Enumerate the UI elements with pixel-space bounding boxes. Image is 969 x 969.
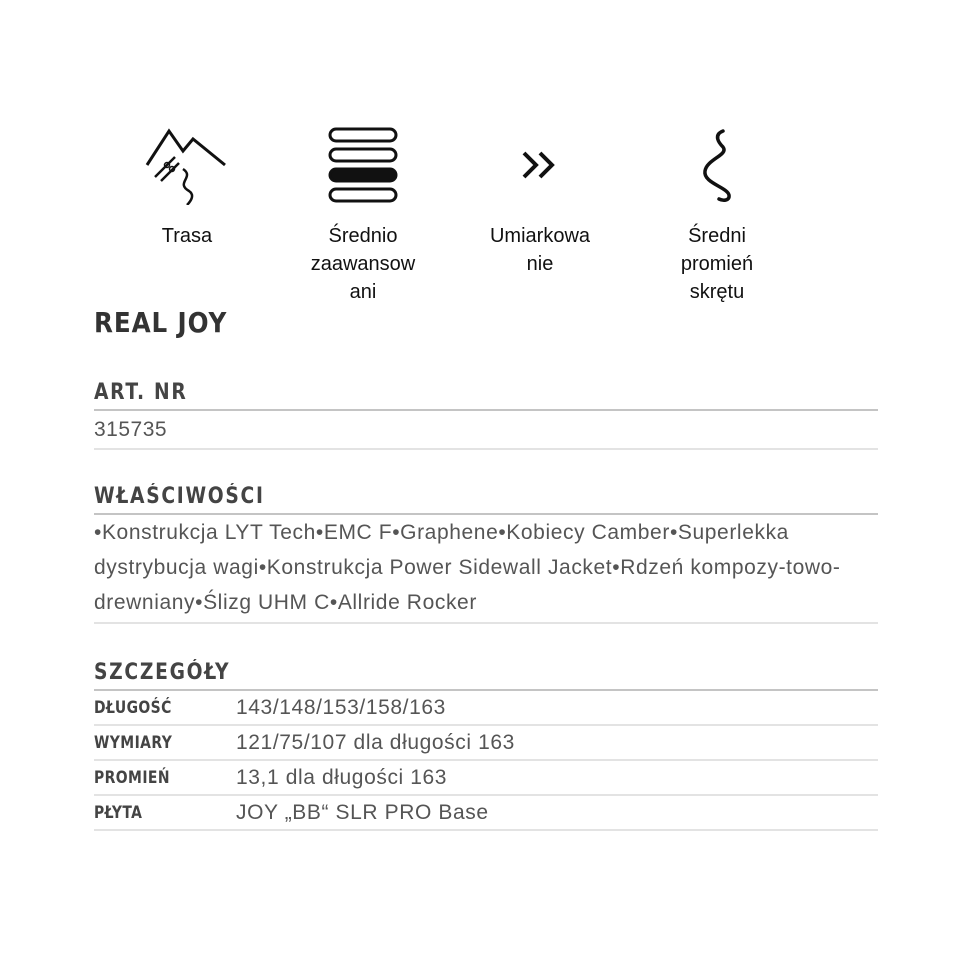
art-number-section [94, 380, 878, 450]
feature-item: Rdzeń kompozy-towo-drewniany [94, 556, 841, 614]
spec-row-plate [94, 796, 878, 831]
speed-feature [465, 120, 615, 278]
spec-row-dimensions [94, 726, 878, 761]
feature-item: EMC F [323, 521, 393, 544]
spec-value: JOY „BB“ SLR PRO Base [236, 800, 489, 824]
features-section [94, 484, 878, 624]
spec-value: 121/75/107 dla długości 163 [236, 730, 515, 754]
level-feature [288, 120, 438, 306]
radius-feature [642, 120, 792, 306]
spec-value: 143/148/153/158/163 [236, 695, 446, 719]
spec-label: PROMIEŃ [94, 767, 170, 788]
feature-item: Ślizg UHM C [203, 591, 330, 614]
feature-icons-row [0, 120, 969, 320]
icon-label: Średni promień skrętu [680, 225, 754, 303]
ski-level-icon [327, 125, 399, 205]
art-number-value: 315735 [94, 411, 878, 450]
feature-item: Konstrukcja Power Sidewall Jacket [266, 556, 613, 579]
icon-label: Umiarkowa nie [489, 225, 591, 275]
feature-item: Superlekka dystrybucja wagi [94, 521, 789, 579]
features-list: •Konstrukcja LYT Tech•EMC F•Graphene•Kobiecy Camber•Superlekka dystrybucja wagi•Konstrukcja Power Sidewall Jacket•Rdzeń kompozy-towo-drewniany•Ślizg UHM C•Allride Rocker [94, 515, 878, 624]
spec-label: PŁYTA [94, 802, 143, 823]
feature-item: Graphene [400, 521, 499, 544]
s-curve-icon [693, 127, 741, 203]
spec-row-length [94, 691, 878, 726]
icon-label: Trasa [161, 225, 213, 247]
section-title: ART. NR [94, 380, 878, 411]
spec-label: DŁUGOŚĆ [94, 697, 172, 718]
spec-value: 13,1 dla długości 163 [236, 765, 448, 789]
product-name: REAL JOY [94, 306, 228, 339]
feature-item: Konstrukcja LYT Tech [101, 521, 316, 544]
icon-label: Średnio zaawansow ani [310, 225, 416, 303]
spec-label: WYMIARY [94, 732, 173, 753]
double-chevron-icon [520, 147, 560, 183]
spec-row-radius [94, 761, 878, 796]
mountain-ski-icon [145, 125, 229, 205]
feature-item: Kobiecy Camber [506, 521, 670, 544]
terrain-feature [112, 120, 262, 250]
section-title: WŁAŚCIWOŚCI [94, 484, 878, 515]
section-title: SZCZEGÓŁY [94, 660, 878, 691]
details-section [94, 660, 878, 831]
feature-item: Allride Rocker [337, 591, 477, 614]
